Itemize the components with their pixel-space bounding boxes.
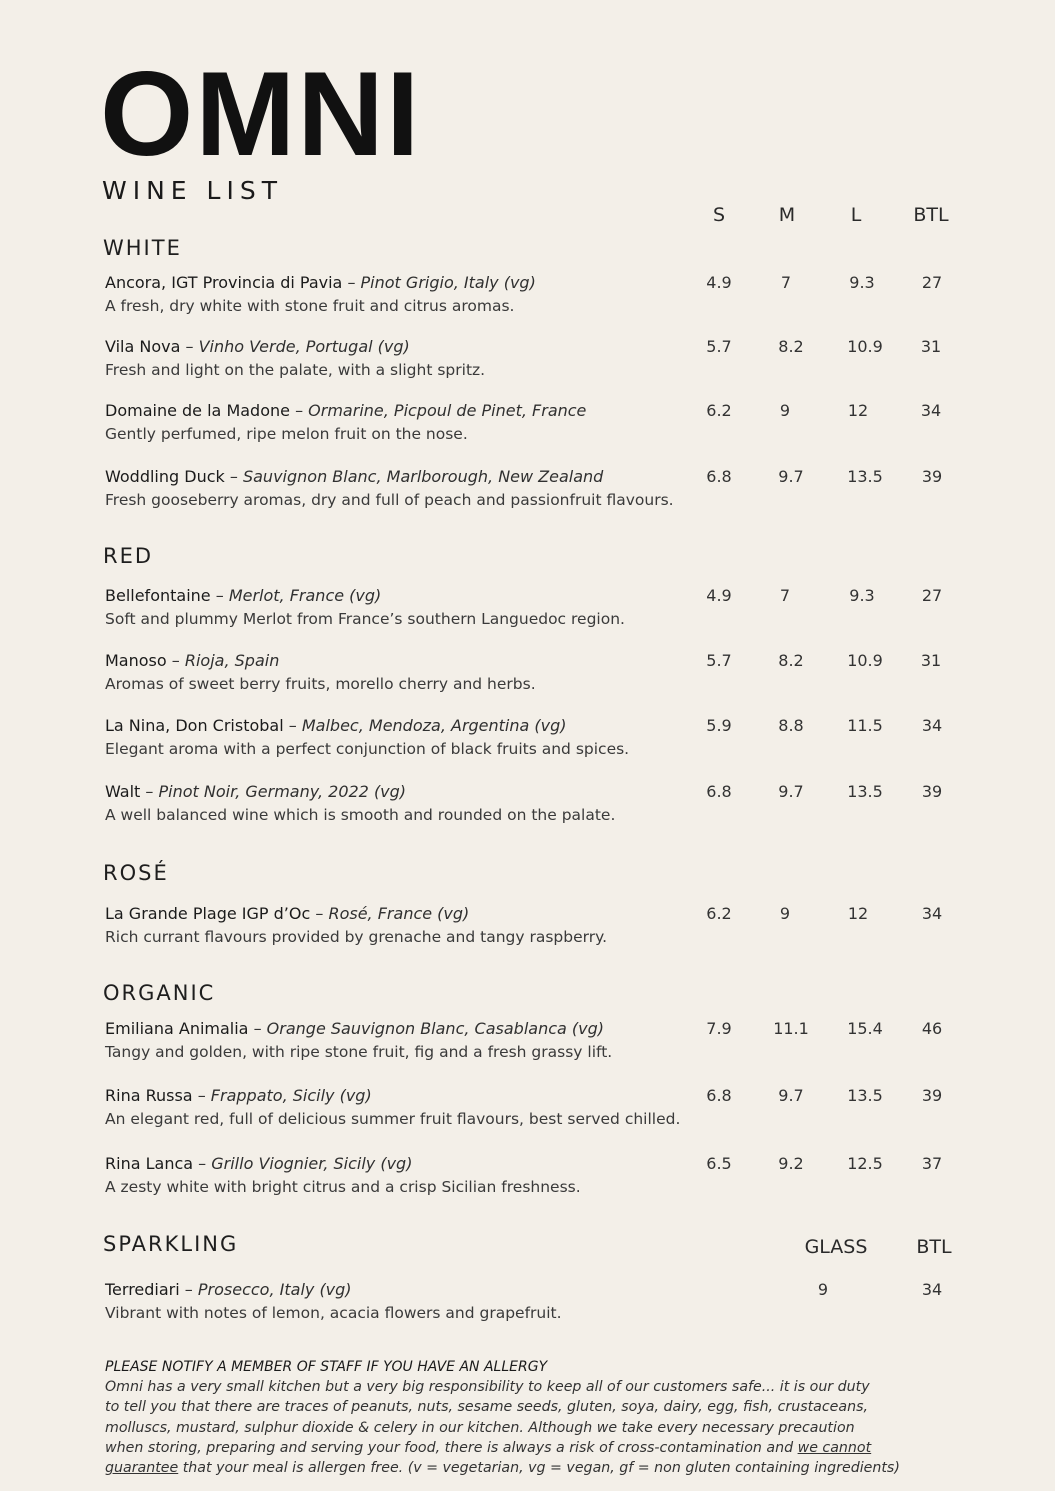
allergy-notice <box>105 1357 935 1478</box>
wine-name: Vila Nova <box>105 337 181 356</box>
allergy-notice-line <box>105 1458 935 1478</box>
price-bottle: 27 <box>921 273 943 292</box>
price-small: 5.7 <box>706 651 732 670</box>
wine-detail: Malbec, Mendoza, Argentina (vg) <box>301 716 567 735</box>
price-medium: 9 <box>779 401 791 420</box>
wine-detail: Vinho Verde, Portugal (vg) <box>198 337 410 356</box>
wine-detail: Pinot Noir, Germany, 2022 (vg) <box>158 782 407 801</box>
price-bottle: 39 <box>921 467 943 486</box>
wine-name: Ancora, IGT Provincia di Pavia <box>105 273 343 292</box>
price-bottle: 39 <box>921 1086 943 1105</box>
price-medium: 7 <box>780 273 792 292</box>
wine-description: A zesty white with bright citrus and a crisp Sicilian freshness. <box>105 1178 581 1196</box>
section-title-sparkling: SPARKLING <box>103 1232 239 1256</box>
wine-description: Aromas of sweet berry fruits, morello cherry and herbs. <box>105 675 536 693</box>
price-bottle: 34 <box>921 716 943 735</box>
column-header-glass: GLASS <box>804 1236 868 1258</box>
allergy-notice-line <box>105 1438 935 1458</box>
price-medium: 9.7 <box>778 1086 804 1105</box>
wine-name: Walt <box>105 782 141 801</box>
wine-name: Rina Russa <box>105 1086 193 1105</box>
price-glass: 9 <box>817 1280 829 1299</box>
omni-logo: OMNI <box>100 47 422 181</box>
wine-description: A fresh, dry white with stone fruit and citrus aromas. <box>105 297 515 315</box>
price-bottle: 27 <box>921 586 943 605</box>
wine-dash: – <box>197 1086 206 1105</box>
price-medium: 8.2 <box>778 651 804 670</box>
price-large: 12.5 <box>847 1154 883 1173</box>
wine-name: Emiliana Animalia <box>105 1019 249 1038</box>
wine-description: Fresh gooseberry aromas, dry and full of peach and passionfruit flavours. <box>105 491 674 509</box>
wine-dash: – <box>288 716 297 735</box>
price-large: 13.5 <box>847 467 883 486</box>
wine-name: Bellefontaine <box>105 586 211 605</box>
price-medium: 9 <box>779 904 791 923</box>
allergy-text: that your meal is allergen free. (v = vegetarian, vg = vegan, gf = non gluten containing ingredients) <box>178 1460 900 1477</box>
wine-detail: Pinot Grigio, Italy (vg) <box>360 273 536 292</box>
wine-dash: – <box>347 273 356 292</box>
allergy-notice-line: to tell you that there are traces of peanuts, nuts, sesame seeds, gluten, soya, dairy, egg, fish, crustaceans, <box>105 1399 868 1416</box>
price-small: 6.2 <box>706 904 732 923</box>
price-large: 13.5 <box>847 782 883 801</box>
price-bottle: 34 <box>921 904 943 923</box>
price-column-headers <box>0 204 1055 228</box>
wine-item <box>105 1019 1045 1065</box>
wine-name: Terrediari <box>105 1280 180 1299</box>
wine-item <box>105 651 1045 697</box>
price-medium: 9.2 <box>778 1154 804 1173</box>
price-bottle: 31 <box>920 337 942 356</box>
price-bottle: 34 <box>920 401 942 420</box>
price-small: 5.7 <box>706 337 732 356</box>
wine-detail: Rioja, Spain <box>184 651 280 670</box>
price-medium: 9.7 <box>778 782 804 801</box>
wine-dash: – <box>295 401 304 420</box>
allergy-emphasis: guarantee <box>105 1460 179 1477</box>
wine-description: Fresh and light on the palate, with a slight spritz. <box>105 361 486 379</box>
wine-item <box>105 1154 1045 1200</box>
price-small: 6.8 <box>706 467 732 486</box>
price-medium: 9.7 <box>778 467 804 486</box>
price-large: 10.9 <box>847 337 883 356</box>
wine-dash: – <box>215 586 224 605</box>
section-title-red: RED <box>103 544 154 568</box>
wine-item <box>105 782 1045 828</box>
price-small: 5.9 <box>706 716 732 735</box>
wine-detail: Frappato, Sicily (vg) <box>210 1086 372 1105</box>
wine-name: Domaine de la Madone <box>105 401 290 420</box>
price-small: 6.8 <box>706 1086 732 1105</box>
column-header-bottle-sparkling: BTL <box>916 1236 952 1258</box>
wine-description: Gently perfumed, ripe melon fruit on the nose. <box>105 425 468 443</box>
wine-detail: Rosé, France (vg) <box>328 904 470 923</box>
price-large: 10.9 <box>847 651 883 670</box>
wine-dash: – <box>315 904 324 923</box>
allergy-notice-line: molluscs, mustard, sulphur dioxide & celery in our kitchen. Although we take every necessary precaution <box>105 1419 855 1436</box>
wine-name: La Grande Plage IGP d’Oc <box>105 904 311 923</box>
price-medium: 8.8 <box>778 716 804 735</box>
wine-item <box>105 1280 1045 1326</box>
wine-item <box>105 716 1045 762</box>
allergy-emphasis: we cannot <box>797 1439 872 1456</box>
wine-dash: – <box>229 467 238 486</box>
wine-dash: – <box>253 1019 262 1038</box>
wine-item <box>105 337 1045 383</box>
wine-name: Rina Lanca <box>105 1154 194 1173</box>
wine-description: A well balanced wine which is smooth and rounded on the palate. <box>105 806 616 824</box>
price-medium: 7 <box>779 586 791 605</box>
allergy-text: when storing, preparing and serving your food, there is always a risk of cross-contamination and <box>105 1439 798 1456</box>
price-large: 13.5 <box>847 1086 883 1105</box>
price-medium: 11.1 <box>773 1019 809 1038</box>
wine-detail: Sauvignon Blanc, Marlborough, New Zealand <box>242 467 604 486</box>
column-header-bottle: BTL <box>913 204 949 226</box>
price-large: 12 <box>847 904 869 923</box>
wine-description: Tangy and golden, with ripe stone fruit, fig and a fresh grassy lift. <box>105 1043 613 1061</box>
price-bottle: 39 <box>921 782 943 801</box>
price-small: 4.9 <box>706 586 732 605</box>
column-header-large: L <box>850 204 862 226</box>
price-large: 12 <box>847 401 869 420</box>
price-small: 6.2 <box>706 401 732 420</box>
wine-detail: Ormarine, Picpoul de Pinet, France <box>308 401 587 420</box>
price-bottle: 46 <box>921 1019 943 1038</box>
allergy-notice-title: PLEASE NOTIFY A MEMBER OF STAFF IF YOU HAVE AN ALLERGY <box>105 1359 548 1375</box>
wine-item <box>105 273 1045 319</box>
wine-item <box>105 467 1045 513</box>
wine-detail: Grillo Viognier, Sicily (vg) <box>211 1154 413 1173</box>
wine-dash: – <box>145 782 154 801</box>
page-subtitle: WINE LIST <box>102 176 283 205</box>
price-small: 6.8 <box>706 782 732 801</box>
price-large: 15.4 <box>847 1019 883 1038</box>
price-bottle: 34 <box>921 1280 943 1299</box>
section-title-white: WHITE <box>103 236 182 260</box>
wine-item <box>105 401 1045 447</box>
section-title-organic: ORGANIC <box>103 981 216 1005</box>
column-header-medium: M <box>778 204 796 226</box>
wine-description: An elegant red, full of delicious summer fruit flavours, best served chilled. <box>105 1110 681 1128</box>
wine-item <box>105 904 1045 950</box>
price-small: 6.5 <box>706 1154 732 1173</box>
price-small: 7.9 <box>706 1019 732 1038</box>
allergy-notice-line: Omni has a very small kitchen but a very big responsibility to keep all of our customers safe... it is our duty <box>105 1379 870 1396</box>
section-title-rose: ROSÉ <box>103 861 169 885</box>
wine-detail: Merlot, France (vg) <box>228 586 382 605</box>
wine-name: Woddling Duck <box>105 467 225 486</box>
wine-name: Manoso <box>105 651 167 670</box>
price-medium: 8.2 <box>778 337 804 356</box>
price-small: 4.9 <box>706 273 732 292</box>
column-header-small: S <box>712 204 726 226</box>
wine-dash: – <box>171 651 180 670</box>
price-bottle: 31 <box>920 651 942 670</box>
price-bottle: 37 <box>921 1154 943 1173</box>
wine-dash: – <box>184 1280 193 1299</box>
price-large: 9.3 <box>849 273 875 292</box>
price-large: 11.5 <box>847 716 883 735</box>
wine-description: Elegant aroma with a perfect conjunction of black fruits and spices. <box>105 740 630 758</box>
wine-item <box>105 1086 1045 1132</box>
wine-detail: Prosecco, Italy (vg) <box>197 1280 352 1299</box>
wine-name: La Nina, Don Cristobal <box>105 716 284 735</box>
wine-detail: Orange Sauvignon Blanc, Casablanca (vg) <box>266 1019 604 1038</box>
wine-description: Vibrant with notes of lemon, acacia flowers and grapefruit. <box>105 1304 562 1322</box>
wine-dash: – <box>198 1154 207 1173</box>
wine-dash: – <box>185 337 194 356</box>
wine-item <box>105 586 1045 632</box>
wine-description: Rich currant flavours provided by grenache and tangy raspberry. <box>105 928 608 946</box>
price-large: 9.3 <box>849 586 875 605</box>
wine-description: Soft and plummy Merlot from France’s southern Languedoc region. <box>105 610 625 628</box>
